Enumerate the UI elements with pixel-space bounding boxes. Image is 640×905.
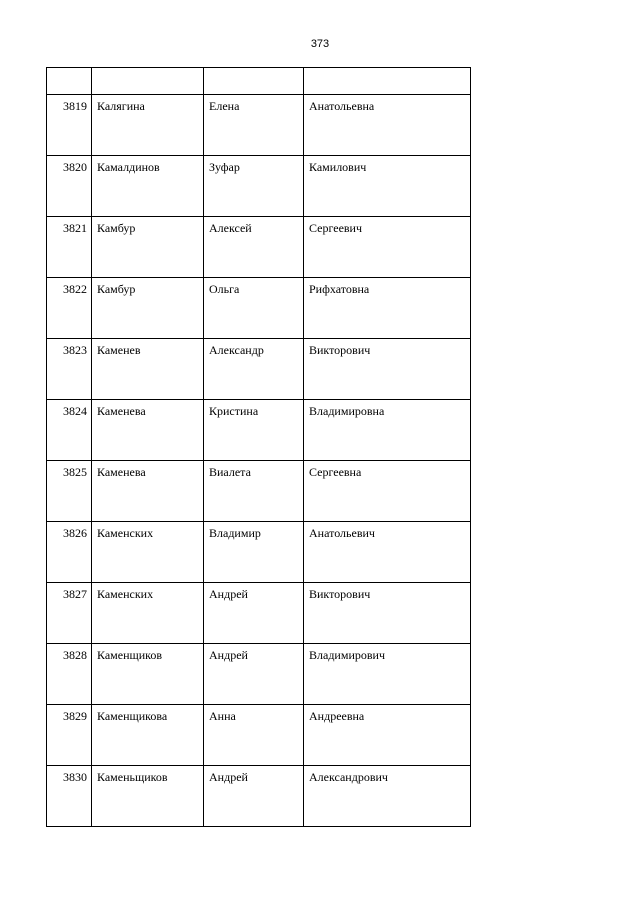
table-row: [47, 522, 471, 583]
header-cell-name: [204, 68, 304, 95]
first-name-cell: Владимир: [204, 522, 304, 583]
row-number-cell: 3830: [47, 766, 92, 827]
surname-cell: Калягина: [92, 95, 204, 156]
patronymic-cell: Сергеевна: [304, 461, 471, 522]
table-row: [47, 95, 471, 156]
surname-cell: Каменева: [92, 461, 204, 522]
surname-cell: Каменщиков: [92, 644, 204, 705]
first-name-cell: Андрей: [204, 766, 304, 827]
row-number-cell: 3820: [47, 156, 92, 217]
patronymic-cell: Камилович: [304, 156, 471, 217]
row-number-cell: 3826: [47, 522, 92, 583]
row-number-cell: 3828: [47, 644, 92, 705]
patronymic-cell: Викторович: [304, 339, 471, 400]
patronymic-cell: Анатольевна: [304, 95, 471, 156]
table-row: [47, 156, 471, 217]
registry-table: [46, 67, 471, 827]
table-row: [47, 217, 471, 278]
surname-cell: Камалдинов: [92, 156, 204, 217]
row-number-cell: 3821: [47, 217, 92, 278]
first-name-cell: Алексей: [204, 217, 304, 278]
row-number-cell: 3825: [47, 461, 92, 522]
table-header-row: [47, 68, 471, 95]
surname-cell: Каменщикова: [92, 705, 204, 766]
first-name-cell: Виалета: [204, 461, 304, 522]
row-number-cell: 3827: [47, 583, 92, 644]
surname-cell: Каменских: [92, 522, 204, 583]
table-row: [47, 461, 471, 522]
patronymic-cell: Викторович: [304, 583, 471, 644]
table-row: [47, 705, 471, 766]
table-row: [47, 278, 471, 339]
patronymic-cell: Андреевна: [304, 705, 471, 766]
first-name-cell: Анна: [204, 705, 304, 766]
header-cell-patronymic: [304, 68, 471, 95]
patronymic-cell: Рифхатовна: [304, 278, 471, 339]
table-row: [47, 339, 471, 400]
surname-cell: Камбур: [92, 217, 204, 278]
patronymic-cell: Александрович: [304, 766, 471, 827]
first-name-cell: Зуфар: [204, 156, 304, 217]
patronymic-cell: Сергеевич: [304, 217, 471, 278]
first-name-cell: Александр: [204, 339, 304, 400]
registry-table-body: [47, 68, 471, 827]
table-row: [47, 766, 471, 827]
patronymic-cell: Владимировна: [304, 400, 471, 461]
table-row: [47, 583, 471, 644]
surname-cell: Камбур: [92, 278, 204, 339]
table-row: [47, 644, 471, 705]
row-number-cell: 3822: [47, 278, 92, 339]
row-number-cell: 3823: [47, 339, 92, 400]
header-cell-number: [47, 68, 92, 95]
surname-cell: Каменских: [92, 583, 204, 644]
first-name-cell: Андрей: [204, 583, 304, 644]
row-number-cell: 3819: [47, 95, 92, 156]
page-number: 373: [310, 38, 330, 50]
row-number-cell: 3824: [47, 400, 92, 461]
surname-cell: Каменев: [92, 339, 204, 400]
surname-cell: Каменьщиков: [92, 766, 204, 827]
patronymic-cell: Анатольевич: [304, 522, 471, 583]
table-row: [47, 400, 471, 461]
header-cell-surname: [92, 68, 204, 95]
first-name-cell: Ольга: [204, 278, 304, 339]
patronymic-cell: Владимирович: [304, 644, 471, 705]
first-name-cell: Кристина: [204, 400, 304, 461]
row-number-cell: 3829: [47, 705, 92, 766]
first-name-cell: Андрей: [204, 644, 304, 705]
surname-cell: Каменева: [92, 400, 204, 461]
first-name-cell: Елена: [204, 95, 304, 156]
